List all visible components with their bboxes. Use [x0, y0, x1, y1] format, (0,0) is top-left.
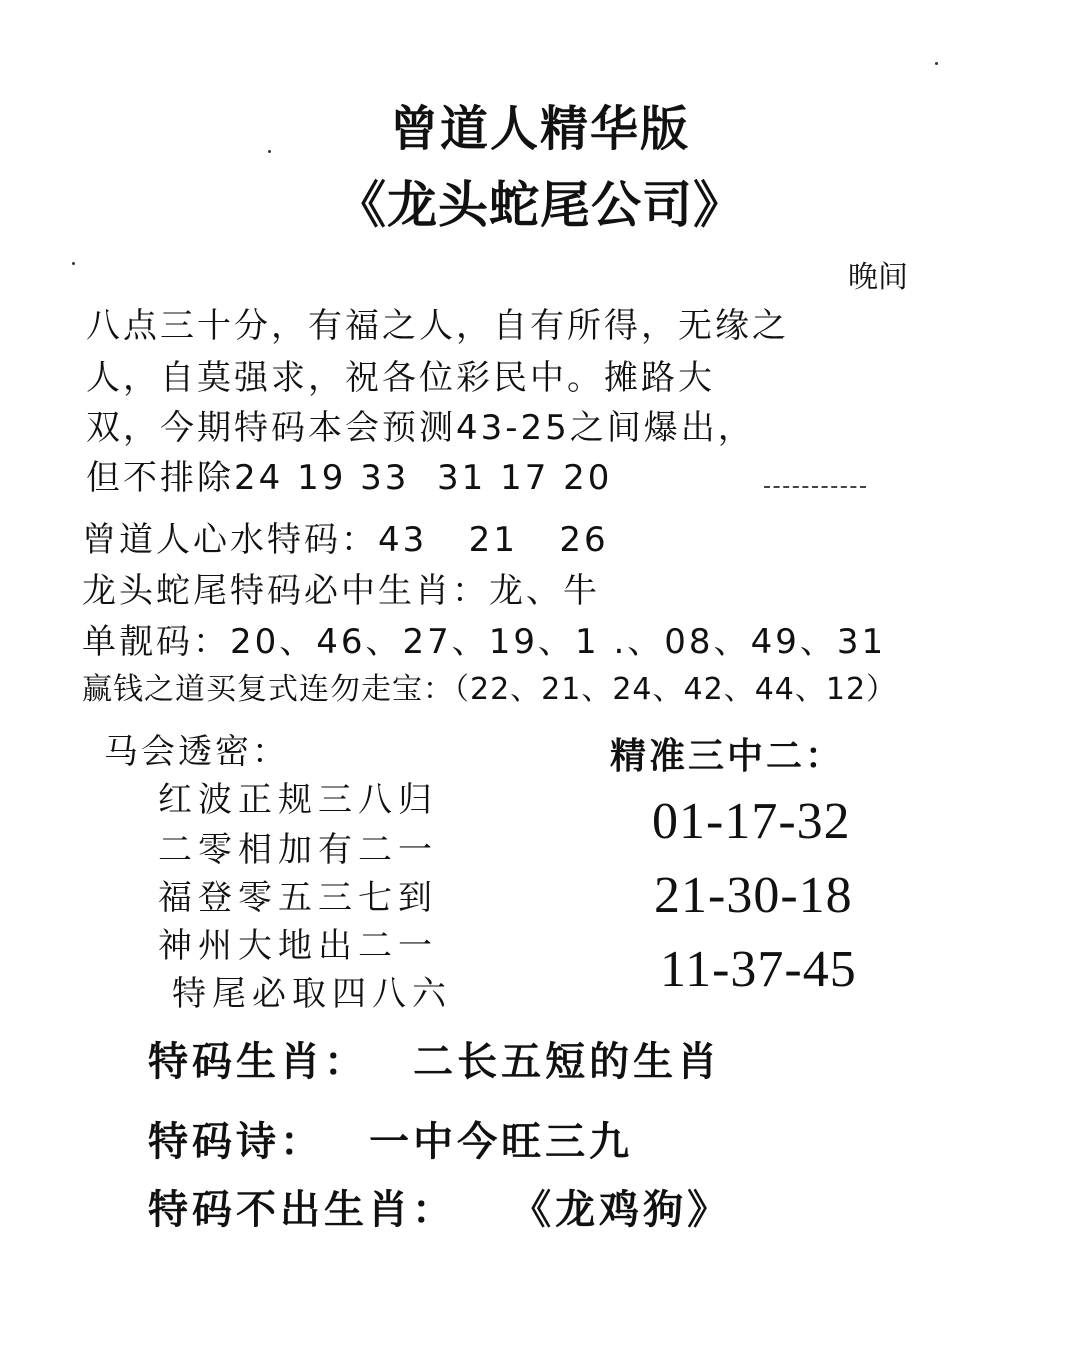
not-out-row [148, 1178, 731, 1235]
zodiac-row [148, 1030, 721, 1087]
intro-line-3: 双，今期特码本会预测43-25之间爆出， [86, 408, 755, 448]
number-group-2: 21-30-18 [654, 867, 853, 924]
heart-code-line: 曾道人心水特码：43 21 26 [82, 520, 609, 560]
number-group-1: 01-17-32 [652, 793, 851, 850]
precise-label: 精准三中二： [610, 736, 845, 777]
dashed-mark [764, 486, 866, 488]
evening-label: 晚间 [848, 260, 908, 295]
horse-label: 马会透密： [104, 732, 289, 772]
poem-row [148, 1110, 633, 1167]
single-codes-line: 单靓码：20、46、27、19、1 .、08、49、31 [82, 622, 887, 662]
zodiac-sure-line: 龙头蛇尾特码必中生肖：龙、牛 [82, 571, 600, 611]
zodiac-label: 特码生肖： [148, 1039, 368, 1085]
poem-line-4: 神州大地出二一 [158, 926, 438, 966]
intro-line-1: 八点三十分，有福之人，自有所得，无缘之 [86, 306, 789, 346]
poem-line-5: 特尾必取四八六 [172, 974, 452, 1014]
poem-value: 一中今旺三九 [369, 1119, 634, 1165]
not-out-label: 特码不出生肖： [148, 1187, 456, 1233]
not-out-value: 《龙鸡狗》 [511, 1187, 732, 1233]
poem-line-1: 红波正规三八归 [158, 780, 438, 820]
company-title: 《龙头蛇尾公司》 [336, 176, 744, 234]
scan-speck [72, 262, 75, 265]
zodiac-value: 二长五短的生肖 [413, 1039, 722, 1085]
number-group-3: 11-37-45 [660, 941, 857, 998]
win-way-line: 赢钱之道买复式连勿走宝：（22、21、24、42、44、12） [82, 672, 898, 707]
scan-speck [268, 150, 271, 153]
poem-label: 特码诗： [148, 1119, 324, 1165]
intro-line-2: 人，自莫强求，祝各位彩民中。摊路大 [86, 358, 715, 398]
scan-speck [935, 62, 938, 65]
poem-line-3: 福登零五三七到 [158, 878, 438, 918]
poem-line-2: 二零相加有二一 [158, 830, 438, 870]
intro-line-4: 但不排除24 19 33 31 17 20 [86, 458, 613, 498]
page-title: 曾道人精华版 [389, 101, 690, 157]
